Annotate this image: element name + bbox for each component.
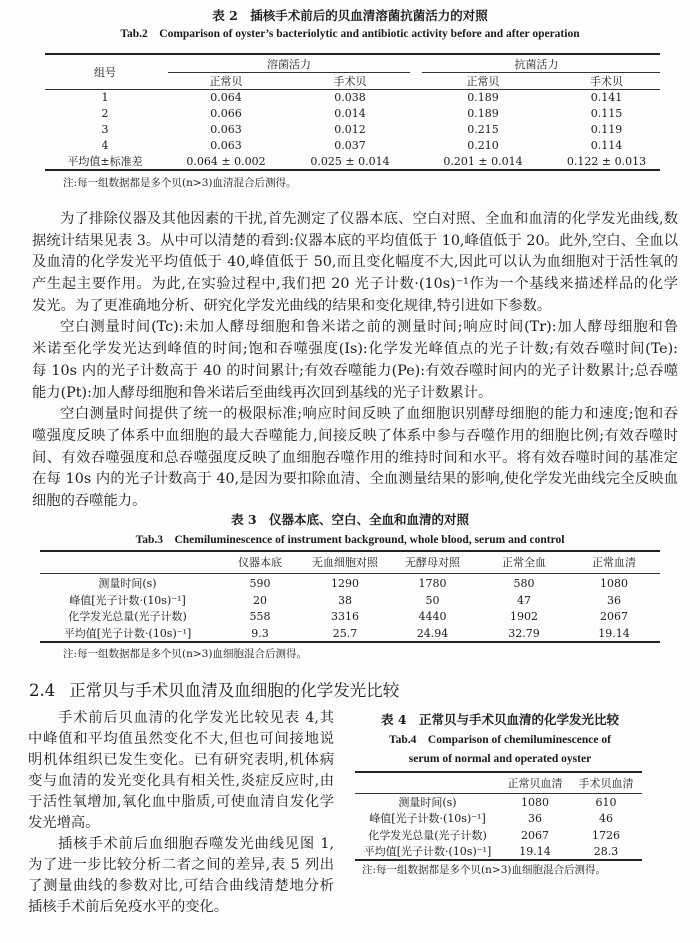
table-3-title-cn: 表 3 仪器本底、空白、全血和血清的对照 [230,512,470,527]
table-cell: 20 [253,594,267,607]
paragraph-line: 变与血清的发光变化具有相关性,炎症反应时,由 [28,773,334,789]
table-cell: 47 [517,594,531,607]
table-row-label: 峰值[光子计数·(10s)⁻¹] [69,594,186,607]
table-4-title-en-line1: Tab.4 Comparison of chemiluminescence of [389,734,611,746]
table-row-label: 测量时间(s) [398,796,457,809]
table-cell: 0.063 [210,139,242,152]
table-row [355,829,642,843]
table-row-label: 化学发光总量(光子计数) [68,610,187,623]
paragraph-line: 间、有效吞噬强度和总吞噬强度反映了血细胞吞噬作用的维持时间和水平。将有效吞噬时间的基准定 [32,450,678,466]
table-cell: 0.066 [210,107,242,120]
table-cell: 25.7 [332,627,358,640]
table-4-title-en-line2: serum of normal and operated oyster [408,753,592,765]
table-4-header-cell: 正常贝血清 [507,777,563,790]
paragraph-line: 为了排除仪器及其他因素的干扰,首先测定了仪器本底、空白对照、全血和血清的化学发光曲线,数 [60,211,678,227]
table-cell: 580 [513,577,535,590]
table-cell: 0.063 [210,123,242,136]
table-row [40,594,660,608]
table-cell: 0.215 [467,123,499,136]
section-heading [29,680,413,702]
table-2-title-en: Tab.2 Comparison of oyster’s bacteriolytic and antibiotic activity before and after operation [120,28,580,40]
table-cell: 0.201 ± 0.014 [443,155,523,168]
table-cell: 0.064 ± 0.002 [186,155,266,168]
paragraph-line: 在每 10s 内的光子计数高于 40,是因为要扣除血清、全血测量结果的影响,使化学发光曲线完全反映血 [32,471,678,487]
table-cell: 3 [101,123,109,136]
paragraph-line: 空白测量时间提供了统一的极限标准;响应时间反映了血细胞识别酵母细胞的能力和速度;饱和吞 [60,406,678,422]
paragraph-line: 发光增高。 [28,815,100,831]
table-2-header-rule [45,89,660,90]
table-cell: 24.94 [416,627,449,640]
section-title: 正常贝与手术贝血清及血细胞的化学发光比较 [69,681,400,700]
paragraph-line: 于活性氧增加,氧化血中脂质,可使血清自发化学 [28,794,334,810]
table-cell: 2067 [600,610,628,623]
table-2-header-group: 组号 [94,66,116,79]
table-cell: 2 [101,107,109,120]
paragraph-line: 发光。为了更准确地分析、研究化学发光曲线的结果和变化规律,特引进如下参数。 [32,298,552,314]
table-cell: 32.79 [508,627,540,640]
table-3-header-row [40,556,660,570]
table-2-header-lysis: 溶菌活力 [267,58,311,71]
table-3-note: 注:每一组数据都是多个贝(n>3)血细胞混合后测得。 [63,648,307,660]
paragraph-line: 插核手术前后免疫水平的变化。 [28,899,229,915]
table-row [45,139,660,153]
paragraph-line: 明机体组织已发生变化。已有研究表明,机体病 [28,752,334,768]
table-cell: 1 [101,91,109,104]
table-row [40,577,660,591]
paragraph-line: 能力(Pt):加人酵母细胞和鲁米诺后至曲线再次回到基线的光子计数累计。 [32,385,493,401]
table-cell: 1726 [592,829,620,842]
table-cell: 0.210 [467,139,499,152]
table-2-top-rule [45,53,660,55]
table-cell: 590 [249,577,271,590]
table-4-note: 注:每一组数据都是多个贝(n>3)血细胞混合后测得。 [362,864,606,876]
table-cell: 36 [607,594,621,607]
paragraph-line: 产生起主要作用。为此,在实验过程中,我们把 20 光子计数·(10s)⁻¹作为一个基线来描述样品的化学 [32,276,678,292]
paragraph-line: 插核手术前后血细胞吞噬发光曲线见图 1, [58,836,334,852]
table-row [40,610,660,624]
table-3-bottom-rule [40,641,660,643]
table-cell: 4 [101,139,109,152]
table-row-label: 测量时间(s) [98,577,157,590]
table-4-header-empty [355,777,500,791]
table-row [45,123,660,137]
table-4-header-cell: 手术贝血清 [578,777,634,790]
table-cell: 1290 [331,577,359,590]
table-cell: 558 [249,610,271,623]
table-cell: 0.141 [590,91,623,104]
table-cell: 9.3 [251,627,269,640]
table-cell: 28.3 [593,845,619,858]
table-cell: 0.012 [334,123,366,136]
paragraph-line: 空白测量时间(Tc):未加人酵母细胞和鲁米诺之前的测量时间;响应时间(Tr):加人酵母细胞和鲁 [60,319,678,335]
table-cell: 0.038 [334,91,366,104]
table-2-subheader-cell: 正常贝 [209,75,243,88]
paragraph-line: 噬强度反映了体系中血细胞的最大吞噬能力,间接反映了体系中参与吞噬作用的细胞比例;有效吞噬时 [32,428,678,444]
table-2-note: 注:每一组数据都是多个贝(n>3)血清混合后测得。 [63,177,297,189]
table-cell: 0.025 ± 0.014 [310,155,390,168]
table-cell: 0.014 [334,107,366,120]
table-cell: 平均值±标准差 [67,155,143,168]
paragraph-line: 米诺至化学发光达到峰值的时间;饱和吞噬强度(Is):化学发光峰值点的光子计数;有效吞噬时间(Te): [32,341,678,357]
table-3-header-cell: 无血细胞对照 [312,556,378,569]
paragraph-line: 细胞的吞噬能力。 [32,493,147,509]
table-4-header-row [355,777,642,791]
table-2-title-cn: 表 2 插核手术前后的贝血清溶菌抗菌活力的对照 [212,8,488,23]
paragraph-line: 每 10s 内的光子计数高于 40 的时间累计;有效吞噬能力(Pe):有效吞噬时间内的光子计数累计;总吞噬 [32,363,678,379]
table-4-title-cn: 表 4 正常贝与手术贝血清的化学发光比较 [380,712,620,727]
table-3-header-cell: 正常全血 [502,556,546,569]
table-row [355,845,642,859]
table-2-lysis-subrule [168,72,410,73]
table-3-header-rule [40,573,660,574]
table-cell: 50 [425,594,440,607]
table-cell: 610 [595,796,617,809]
table-cell: 1780 [418,577,447,590]
table-cell: 1080 [521,796,549,809]
table-cell: 1080 [600,577,628,590]
table-2-subheader-cell: 正常贝 [466,75,500,88]
section-number: 2.4 [29,681,56,700]
paragraph-line: 手术前后贝血清的化学发光比较见表 4,其 [58,710,334,726]
paragraph-line: 据统计结果见表 3。从中可以清楚的看到:仪器本底的平均值低于 10,峰值低于 20。此外,空白、全血以 [32,233,678,249]
table-row-label: 化学发光总量(光子计数) [368,829,487,842]
table-row-label: 平均值[光子计数·(10s)⁻¹] [363,845,492,858]
table-4-top-rule [355,771,642,773]
table-cell: 0.119 [590,123,623,136]
table-row [45,91,660,105]
table-2-bottom-rule [45,169,660,171]
table-cell: 0.189 [467,107,499,120]
table-cell: 3316 [331,610,359,623]
paragraph-line: 中峰值和平均值虽然变化不大,但也可间接地说 [28,731,334,747]
table-cell: 38 [338,594,352,607]
table-cell: 0.115 [590,107,623,120]
table-cell: 4440 [418,610,447,623]
paragraph-line: 为了进一步比较分析二者之间的差异,表 5 列出 [28,857,334,873]
table-2-subheader-row [45,75,660,89]
table-row [40,627,660,641]
table-3-header-empty [40,556,215,570]
table-3-header-cell: 正常血清 [592,556,636,569]
table-cell: 0.064 [210,91,242,104]
table-cell: 0.122 ± 0.013 [566,155,647,168]
table-row [355,796,642,810]
table-cell: 19.14 [519,845,551,858]
table-cell: 36 [528,812,542,825]
table-cell: 0.037 [334,139,366,152]
paragraph-line: 及血清的化学发光平均值低于 40,峰值低于 50,而且变化幅度不大,因此可以认为血细胞对于活性氧的 [32,254,678,270]
table-2-antibacterial-subrule [422,72,660,73]
table-row-label: 峰值[光子计数·(10s)⁻¹] [369,812,486,825]
table-2-subheader-cell: 手术贝 [333,75,367,88]
table-row [45,107,660,121]
table-cell: 2067 [521,829,549,842]
table-cell: 19.14 [598,627,630,640]
table-2-header-antibacterial: 抗菌活力 [514,58,559,71]
table-row-label: 平均值[光子计数·(10s)⁻¹] [63,627,192,640]
table-cell: 1902 [510,610,538,623]
table-3-header-cell: 无酵母对照 [405,556,460,569]
table-cell: 46 [599,812,613,825]
table-3-header-cell: 仪器本底 [238,556,282,569]
table-2-subheader-empty [45,75,165,89]
table-cell: 0.114 [590,139,623,152]
table-row-mean [45,155,660,169]
table-4-header-rule [355,793,642,794]
table-3-title-en: Tab.3 Chemiluminescence of instrument background, whole blood, serum and control [135,534,565,546]
table-2-subheader-cell: 手术贝 [590,75,623,88]
table-3-top-rule [40,550,660,552]
table-4-bottom-rule [355,859,642,861]
paragraph-line: 了测量曲线的参数对比,可结合曲线清楚地分析 [28,878,334,894]
table-row [355,812,642,826]
table-cell: 0.189 [467,91,499,104]
